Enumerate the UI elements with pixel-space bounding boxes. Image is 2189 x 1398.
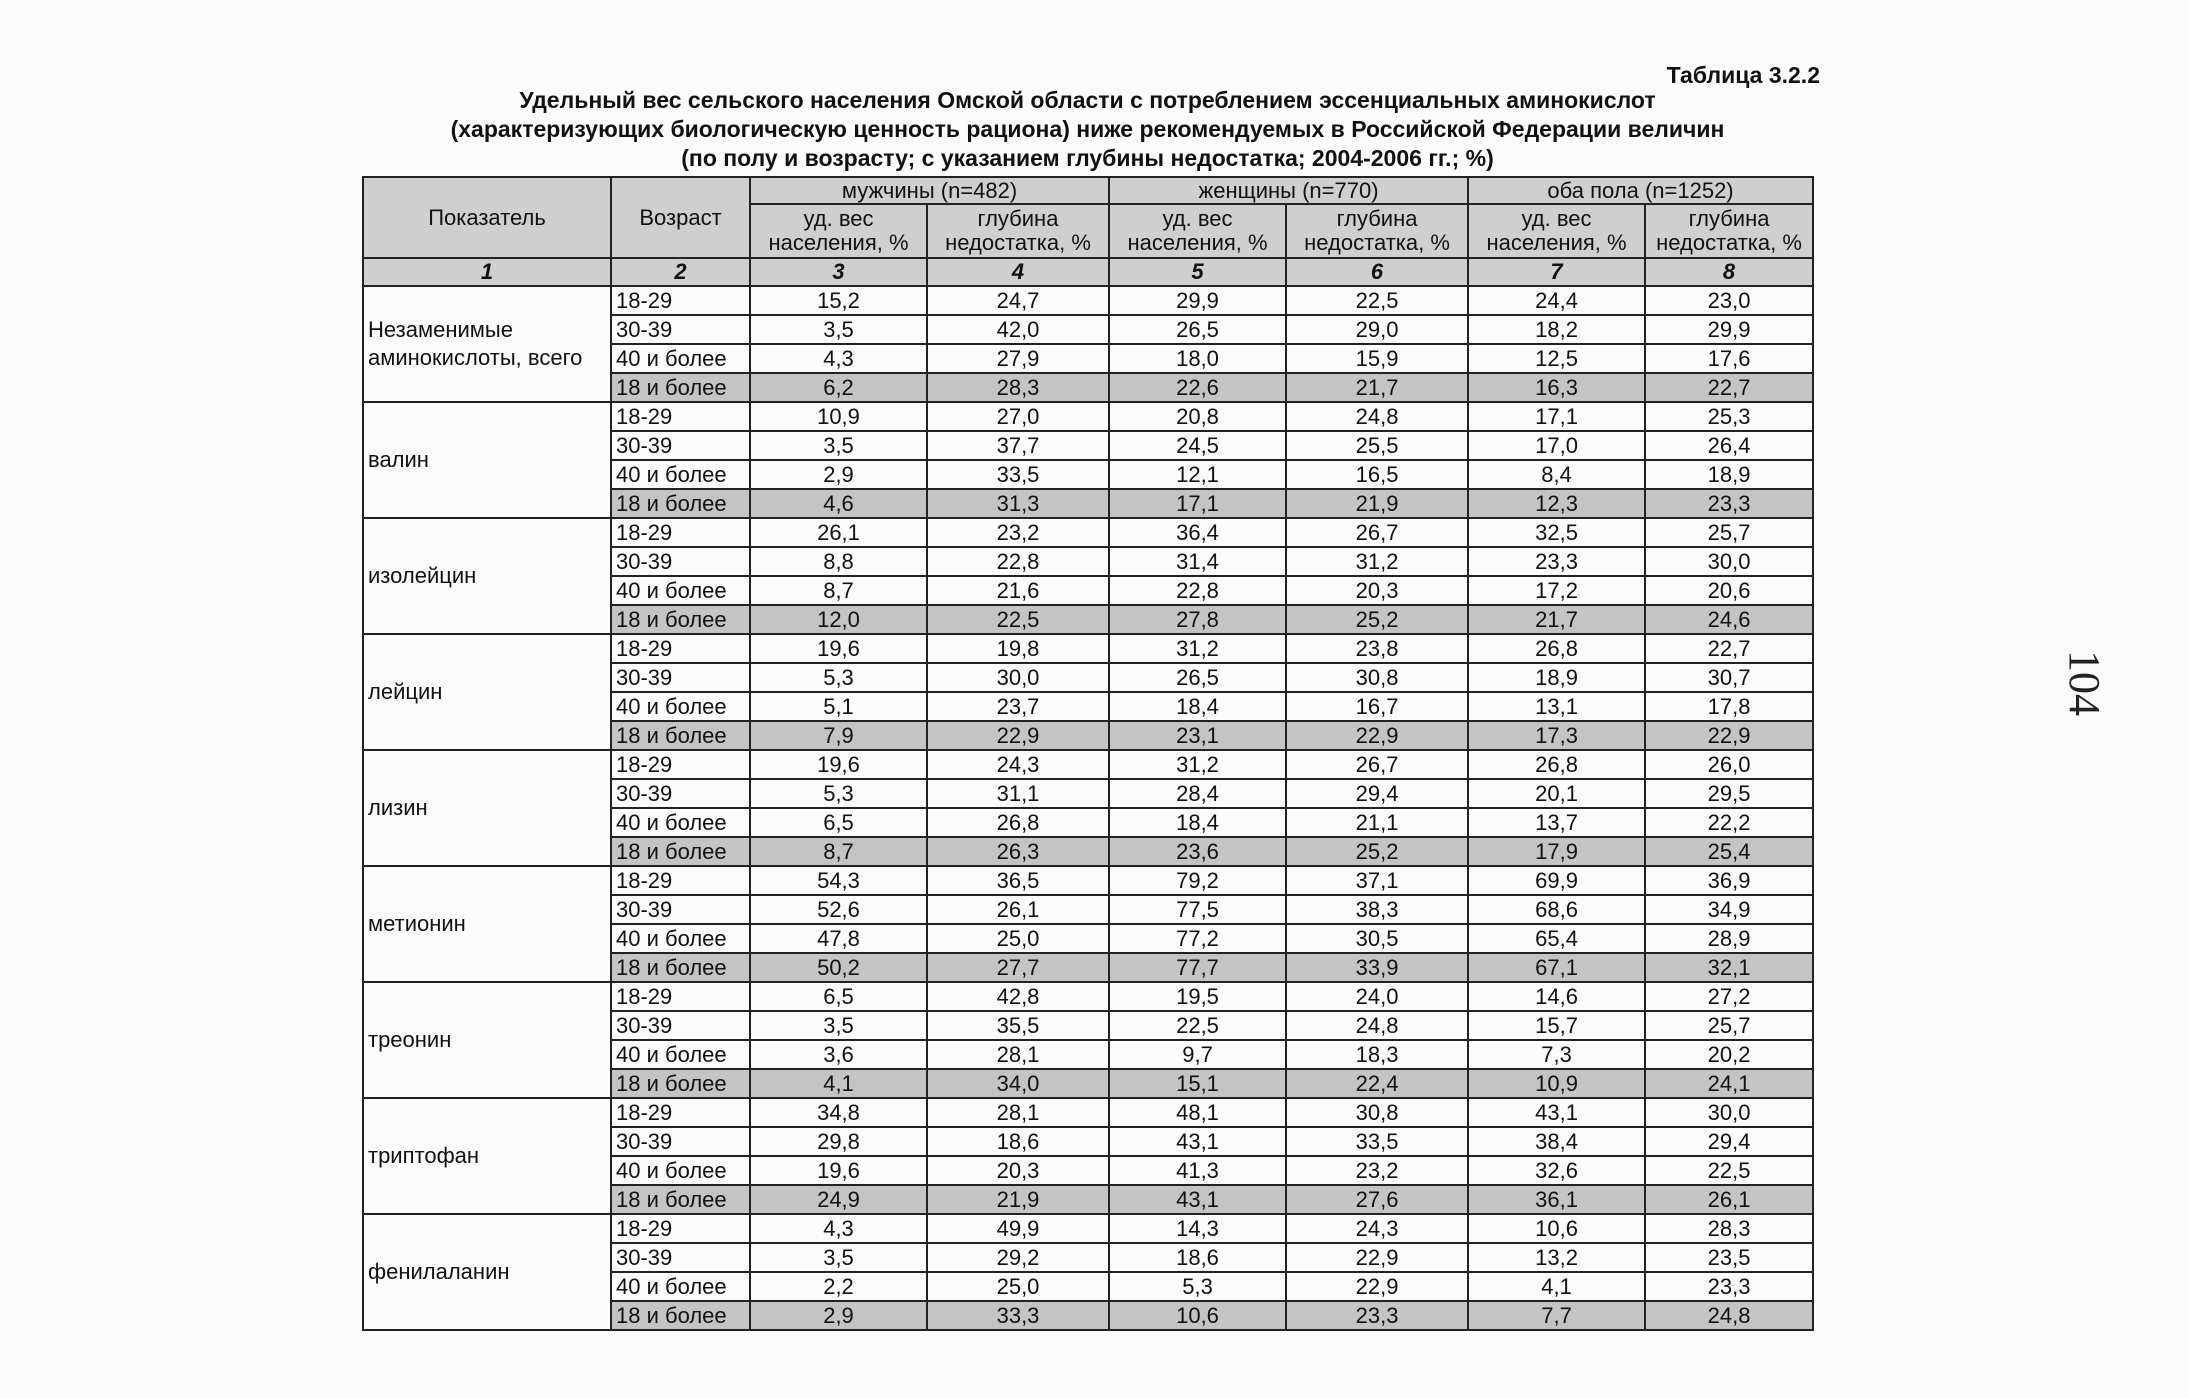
value-cell: 26,8 [1468, 634, 1645, 663]
value-cell: 32,1 [1645, 953, 1813, 982]
age-cell: 18 и более [611, 953, 750, 982]
table-row [363, 866, 1813, 895]
value-cell: 22,6 [1109, 373, 1286, 402]
value-cell: 27,8 [1109, 605, 1286, 634]
value-cell: 48,1 [1109, 1098, 1286, 1127]
value-cell: 18,3 [1286, 1040, 1468, 1069]
value-cell: 36,4 [1109, 518, 1286, 547]
value-cell: 77,2 [1109, 924, 1286, 953]
value-cell: 26,5 [1109, 315, 1286, 344]
value-cell: 4,3 [750, 344, 927, 373]
value-cell: 33,5 [927, 460, 1109, 489]
value-cell: 30,8 [1286, 663, 1468, 692]
age-cell: 18-29 [611, 750, 750, 779]
indicator-cell: изолейцин [363, 518, 611, 634]
value-cell: 21,7 [1286, 373, 1468, 402]
value-cell: 17,8 [1645, 692, 1813, 721]
age-cell: 18 и более [611, 837, 750, 866]
value-cell: 20,3 [927, 1156, 1109, 1185]
value-cell: 25,2 [1286, 837, 1468, 866]
value-cell: 23,5 [1645, 1243, 1813, 1272]
indicator-cell: лейцин [363, 634, 611, 750]
age-cell: 40 и более [611, 1040, 750, 1069]
value-cell: 32,5 [1468, 518, 1645, 547]
value-cell: 20,6 [1645, 576, 1813, 605]
value-cell: 42,0 [927, 315, 1109, 344]
value-cell: 26,7 [1286, 518, 1468, 547]
value-cell: 18,9 [1468, 663, 1645, 692]
value-cell: 23,6 [1109, 837, 1286, 866]
header-share: уд. вес населения, % [1109, 204, 1286, 258]
value-cell: 22,5 [927, 605, 1109, 634]
value-cell: 18,4 [1109, 808, 1286, 837]
value-cell: 22,9 [1286, 1243, 1468, 1272]
value-cell: 23,8 [1286, 634, 1468, 663]
value-cell: 23,2 [1286, 1156, 1468, 1185]
value-cell: 41,3 [1109, 1156, 1286, 1185]
value-cell: 29,5 [1645, 779, 1813, 808]
value-cell: 18,2 [1468, 315, 1645, 344]
value-cell: 29,0 [1286, 315, 1468, 344]
value-cell: 17,3 [1468, 721, 1645, 750]
value-cell: 47,8 [750, 924, 927, 953]
value-cell: 29,9 [1645, 315, 1813, 344]
value-cell: 30,7 [1645, 663, 1813, 692]
value-cell: 36,9 [1645, 866, 1813, 895]
age-cell: 30-39 [611, 1011, 750, 1040]
value-cell: 16,5 [1286, 460, 1468, 489]
column-number: 3 [750, 258, 927, 286]
value-cell: 26,8 [927, 808, 1109, 837]
value-cell: 30,8 [1286, 1098, 1468, 1127]
value-cell: 17,1 [1468, 402, 1645, 431]
value-cell: 79,2 [1109, 866, 1286, 895]
age-cell: 30-39 [611, 547, 750, 576]
value-cell: 27,0 [927, 402, 1109, 431]
value-cell: 24,8 [1286, 1011, 1468, 1040]
value-cell: 22,9 [1645, 721, 1813, 750]
value-cell: 43,1 [1109, 1185, 1286, 1214]
value-cell: 25,7 [1645, 1011, 1813, 1040]
age-cell: 30-39 [611, 779, 750, 808]
column-number: 8 [1645, 258, 1813, 286]
value-cell: 30,5 [1286, 924, 1468, 953]
value-cell: 31,4 [1109, 547, 1286, 576]
table-body [363, 286, 1813, 1330]
value-cell: 33,3 [927, 1301, 1109, 1330]
value-cell: 23,3 [1286, 1301, 1468, 1330]
value-cell: 18,9 [1645, 460, 1813, 489]
column-number: 7 [1468, 258, 1645, 286]
value-cell: 2,9 [750, 460, 927, 489]
value-cell: 24,1 [1645, 1069, 1813, 1098]
column-number: 4 [927, 258, 1109, 286]
value-cell: 19,6 [750, 634, 927, 663]
value-cell: 31,3 [927, 489, 1109, 518]
caption-line: Удельный вес сельского населения Омской области с потреблением эссенциальных аминокислот [519, 87, 1656, 113]
value-cell: 13,7 [1468, 808, 1645, 837]
header-share: уд. вес населения, % [750, 204, 927, 258]
table-row [363, 286, 1813, 315]
value-cell: 18,4 [1109, 692, 1286, 721]
value-cell: 37,7 [927, 431, 1109, 460]
value-cell: 25,0 [927, 924, 1109, 953]
value-cell: 17,9 [1468, 837, 1645, 866]
value-cell: 25,7 [1645, 518, 1813, 547]
header-age: Возраст [611, 177, 750, 258]
table-row [363, 634, 1813, 663]
indicator-cell: валин [363, 402, 611, 518]
value-cell: 20,3 [1286, 576, 1468, 605]
value-cell: 5,1 [750, 692, 927, 721]
value-cell: 8,4 [1468, 460, 1645, 489]
indicator-cell: триптофан [363, 1098, 611, 1214]
value-cell: 8,8 [750, 547, 927, 576]
age-cell: 30-39 [611, 315, 750, 344]
table-row [363, 750, 1813, 779]
value-cell: 14,3 [1109, 1214, 1286, 1243]
value-cell: 54,3 [750, 866, 927, 895]
header-depth: глубина недостатка, % [927, 204, 1109, 258]
value-cell: 27,9 [927, 344, 1109, 373]
value-cell: 26,8 [1468, 750, 1645, 779]
value-cell: 26,1 [750, 518, 927, 547]
header-group-women: женщины (n=770) [1109, 177, 1468, 204]
value-cell: 26,3 [927, 837, 1109, 866]
value-cell: 5,3 [1109, 1272, 1286, 1301]
value-cell: 22,7 [1645, 634, 1813, 663]
value-cell: 8,7 [750, 837, 927, 866]
value-cell: 5,3 [750, 779, 927, 808]
value-cell: 25,5 [1286, 431, 1468, 460]
age-cell: 30-39 [611, 431, 750, 460]
value-cell: 25,4 [1645, 837, 1813, 866]
value-cell: 10,9 [750, 402, 927, 431]
value-cell: 3,5 [750, 315, 927, 344]
value-cell: 7,9 [750, 721, 927, 750]
value-cell: 4,1 [750, 1069, 927, 1098]
age-cell: 18-29 [611, 518, 750, 547]
age-cell: 18-29 [611, 866, 750, 895]
value-cell: 26,1 [1645, 1185, 1813, 1214]
value-cell: 28,9 [1645, 924, 1813, 953]
value-cell: 26,7 [1286, 750, 1468, 779]
value-cell: 22,5 [1109, 1011, 1286, 1040]
table-number: Таблица 3.2.2 [1666, 62, 1820, 88]
value-cell: 13,1 [1468, 692, 1645, 721]
value-cell: 24,3 [1286, 1214, 1468, 1243]
age-cell: 18 и более [611, 721, 750, 750]
page-number: 104 [2060, 650, 2109, 716]
value-cell: 3,5 [750, 1011, 927, 1040]
value-cell: 27,2 [1645, 982, 1813, 1011]
age-cell: 18 и более [611, 1185, 750, 1214]
value-cell: 69,9 [1468, 866, 1645, 895]
value-cell: 17,6 [1645, 344, 1813, 373]
age-cell: 40 и более [611, 460, 750, 489]
column-number: 5 [1109, 258, 1286, 286]
value-cell: 22,5 [1286, 286, 1468, 315]
value-cell: 22,5 [1645, 1156, 1813, 1185]
value-cell: 7,3 [1468, 1040, 1645, 1069]
value-cell: 77,7 [1109, 953, 1286, 982]
value-cell: 17,0 [1468, 431, 1645, 460]
value-cell: 4,1 [1468, 1272, 1645, 1301]
table-row [363, 1214, 1813, 1243]
value-cell: 24,8 [1645, 1301, 1813, 1330]
value-cell: 42,8 [927, 982, 1109, 1011]
value-cell: 38,4 [1468, 1127, 1645, 1156]
value-cell: 16,7 [1286, 692, 1468, 721]
value-cell: 31,2 [1109, 634, 1286, 663]
indicator-cell: фенилаланин [363, 1214, 611, 1330]
age-cell: 18 и более [611, 1301, 750, 1330]
value-cell: 3,5 [750, 431, 927, 460]
value-cell: 23,3 [1645, 1272, 1813, 1301]
value-cell: 22,9 [1286, 1272, 1468, 1301]
header-share: уд. вес населения, % [1468, 204, 1645, 258]
value-cell: 26,5 [1109, 663, 1286, 692]
value-cell: 43,1 [1468, 1098, 1645, 1127]
value-cell: 18,6 [1109, 1243, 1286, 1272]
value-cell: 21,6 [927, 576, 1109, 605]
value-cell: 21,9 [927, 1185, 1109, 1214]
value-cell: 14,6 [1468, 982, 1645, 1011]
value-cell: 38,3 [1286, 895, 1468, 924]
value-cell: 26,4 [1645, 431, 1813, 460]
value-cell: 19,6 [750, 1156, 927, 1185]
value-cell: 13,2 [1468, 1243, 1645, 1272]
value-cell: 50,2 [750, 953, 927, 982]
value-cell: 23,7 [927, 692, 1109, 721]
value-cell: 15,2 [750, 286, 927, 315]
value-cell: 31,2 [1286, 547, 1468, 576]
table-row [363, 1098, 1813, 1127]
age-cell: 40 и более [611, 924, 750, 953]
value-cell: 24,8 [1286, 402, 1468, 431]
value-cell: 6,5 [750, 808, 927, 837]
value-cell: 30,0 [927, 663, 1109, 692]
table-caption [355, 86, 1820, 173]
column-number: 6 [1286, 258, 1468, 286]
age-cell: 30-39 [611, 895, 750, 924]
amino-acid-table [362, 176, 1814, 1331]
header-depth: глубина недостатка, % [1286, 204, 1468, 258]
value-cell: 24,0 [1286, 982, 1468, 1011]
value-cell: 35,5 [927, 1011, 1109, 1040]
age-cell: 18-29 [611, 286, 750, 315]
header-group-both: оба пола (n=1252) [1468, 177, 1813, 204]
value-cell: 18,6 [927, 1127, 1109, 1156]
value-cell: 3,6 [750, 1040, 927, 1069]
value-cell: 31,1 [927, 779, 1109, 808]
value-cell: 22,7 [1645, 373, 1813, 402]
value-cell: 52,6 [750, 895, 927, 924]
value-cell: 6,2 [750, 373, 927, 402]
value-cell: 21,7 [1468, 605, 1645, 634]
value-cell: 24,9 [750, 1185, 927, 1214]
value-cell: 31,2 [1109, 750, 1286, 779]
value-cell: 21,9 [1286, 489, 1468, 518]
age-cell: 30-39 [611, 1243, 750, 1272]
value-cell: 17,2 [1468, 576, 1645, 605]
indicator-cell: Незаменимые аминокислоты, всего [363, 286, 611, 402]
value-cell: 22,4 [1286, 1069, 1468, 1098]
value-cell: 15,7 [1468, 1011, 1645, 1040]
value-cell: 26,1 [927, 895, 1109, 924]
age-cell: 40 и более [611, 1156, 750, 1185]
value-cell: 22,9 [927, 721, 1109, 750]
age-cell: 40 и более [611, 576, 750, 605]
value-cell: 29,4 [1645, 1127, 1813, 1156]
age-cell: 18-29 [611, 1098, 750, 1127]
value-cell: 27,7 [927, 953, 1109, 982]
value-cell: 12,1 [1109, 460, 1286, 489]
age-cell: 18-29 [611, 982, 750, 1011]
value-cell: 22,8 [1109, 576, 1286, 605]
value-cell: 10,9 [1468, 1069, 1645, 1098]
indicator-cell: лизин [363, 750, 611, 866]
value-cell: 6,5 [750, 982, 927, 1011]
value-cell: 22,2 [1645, 808, 1813, 837]
value-cell: 19,8 [927, 634, 1109, 663]
value-cell: 36,5 [927, 866, 1109, 895]
header-depth: глубина недостатка, % [1645, 204, 1813, 258]
value-cell: 65,4 [1468, 924, 1645, 953]
value-cell: 28,1 [927, 1098, 1109, 1127]
value-cell: 16,3 [1468, 373, 1645, 402]
value-cell: 23,1 [1109, 721, 1286, 750]
value-cell: 2,9 [750, 1301, 927, 1330]
value-cell: 29,2 [927, 1243, 1109, 1272]
header-indicator: Показатель [363, 177, 611, 258]
value-cell: 24,6 [1645, 605, 1813, 634]
value-cell: 24,7 [927, 286, 1109, 315]
value-cell: 4,3 [750, 1214, 927, 1243]
value-cell: 32,6 [1468, 1156, 1645, 1185]
value-cell: 29,4 [1286, 779, 1468, 808]
value-cell: 27,6 [1286, 1185, 1468, 1214]
value-cell: 37,1 [1286, 866, 1468, 895]
value-cell: 43,1 [1109, 1127, 1286, 1156]
age-cell: 30-39 [611, 663, 750, 692]
value-cell: 5,3 [750, 663, 927, 692]
value-cell: 67,1 [1468, 953, 1645, 982]
caption-line: (характеризующих биологическую ценность рациона) ниже рекомендуемых в Российской Федерации величин [450, 116, 1725, 142]
value-cell: 30,0 [1645, 547, 1813, 576]
value-cell: 30,0 [1645, 1098, 1813, 1127]
table-row [363, 982, 1813, 1011]
value-cell: 22,8 [927, 547, 1109, 576]
value-cell: 2,2 [750, 1272, 927, 1301]
value-cell: 23,3 [1645, 489, 1813, 518]
value-cell: 10,6 [1109, 1301, 1286, 1330]
value-cell: 49,9 [927, 1214, 1109, 1243]
value-cell: 28,3 [1645, 1214, 1813, 1243]
value-cell: 23,2 [927, 518, 1109, 547]
age-cell: 40 и более [611, 808, 750, 837]
value-cell: 15,9 [1286, 344, 1468, 373]
column-number: 1 [363, 258, 611, 286]
age-cell: 40 и более [611, 692, 750, 721]
caption-line: (по полу и возрасту; с указанием глубины недостатка; 2004-2006 гг.; %) [681, 145, 1494, 171]
indicator-cell: метионин [363, 866, 611, 982]
value-cell: 9,7 [1109, 1040, 1286, 1069]
age-cell: 18-29 [611, 1214, 750, 1243]
value-cell: 10,6 [1468, 1214, 1645, 1243]
value-cell: 24,4 [1468, 286, 1645, 315]
value-cell: 29,8 [750, 1127, 927, 1156]
value-cell: 26,0 [1645, 750, 1813, 779]
value-cell: 24,3 [927, 750, 1109, 779]
value-cell: 20,8 [1109, 402, 1286, 431]
value-cell: 3,5 [750, 1243, 927, 1272]
age-cell: 18-29 [611, 402, 750, 431]
value-cell: 33,5 [1286, 1127, 1468, 1156]
value-cell: 25,2 [1286, 605, 1468, 634]
header-group-men: мужчины (n=482) [750, 177, 1109, 204]
value-cell: 23,0 [1645, 286, 1813, 315]
value-cell: 28,3 [927, 373, 1109, 402]
value-cell: 77,5 [1109, 895, 1286, 924]
table-row [363, 402, 1813, 431]
value-cell: 21,1 [1286, 808, 1468, 837]
value-cell: 19,6 [750, 750, 927, 779]
value-cell: 28,4 [1109, 779, 1286, 808]
value-cell: 36,1 [1468, 1185, 1645, 1214]
table-header [363, 177, 1813, 286]
value-cell: 20,1 [1468, 779, 1645, 808]
value-cell: 4,6 [750, 489, 927, 518]
value-cell: 7,7 [1468, 1301, 1645, 1330]
value-cell: 34,8 [750, 1098, 927, 1127]
age-cell: 18 и более [611, 605, 750, 634]
value-cell: 34,0 [927, 1069, 1109, 1098]
value-cell: 24,5 [1109, 431, 1286, 460]
age-cell: 18 и более [611, 373, 750, 402]
value-cell: 8,7 [750, 576, 927, 605]
value-cell: 19,5 [1109, 982, 1286, 1011]
value-cell: 28,1 [927, 1040, 1109, 1069]
value-cell: 25,0 [927, 1272, 1109, 1301]
age-cell: 40 и более [611, 1272, 750, 1301]
value-cell: 33,9 [1286, 953, 1468, 982]
age-cell: 18 и более [611, 1069, 750, 1098]
value-cell: 18,0 [1109, 344, 1286, 373]
value-cell: 17,1 [1109, 489, 1286, 518]
table-row [363, 518, 1813, 547]
column-number: 2 [611, 258, 750, 286]
value-cell: 15,1 [1109, 1069, 1286, 1098]
age-cell: 40 и более [611, 344, 750, 373]
age-cell: 18-29 [611, 634, 750, 663]
value-cell: 68,6 [1468, 895, 1645, 924]
age-cell: 18 и более [611, 489, 750, 518]
value-cell: 12,5 [1468, 344, 1645, 373]
value-cell: 22,9 [1286, 721, 1468, 750]
value-cell: 20,2 [1645, 1040, 1813, 1069]
value-cell: 23,3 [1468, 547, 1645, 576]
value-cell: 25,3 [1645, 402, 1813, 431]
indicator-cell: треонин [363, 982, 611, 1098]
age-cell: 30-39 [611, 1127, 750, 1156]
value-cell: 12,0 [750, 605, 927, 634]
value-cell: 29,9 [1109, 286, 1286, 315]
value-cell: 34,9 [1645, 895, 1813, 924]
value-cell: 12,3 [1468, 489, 1645, 518]
